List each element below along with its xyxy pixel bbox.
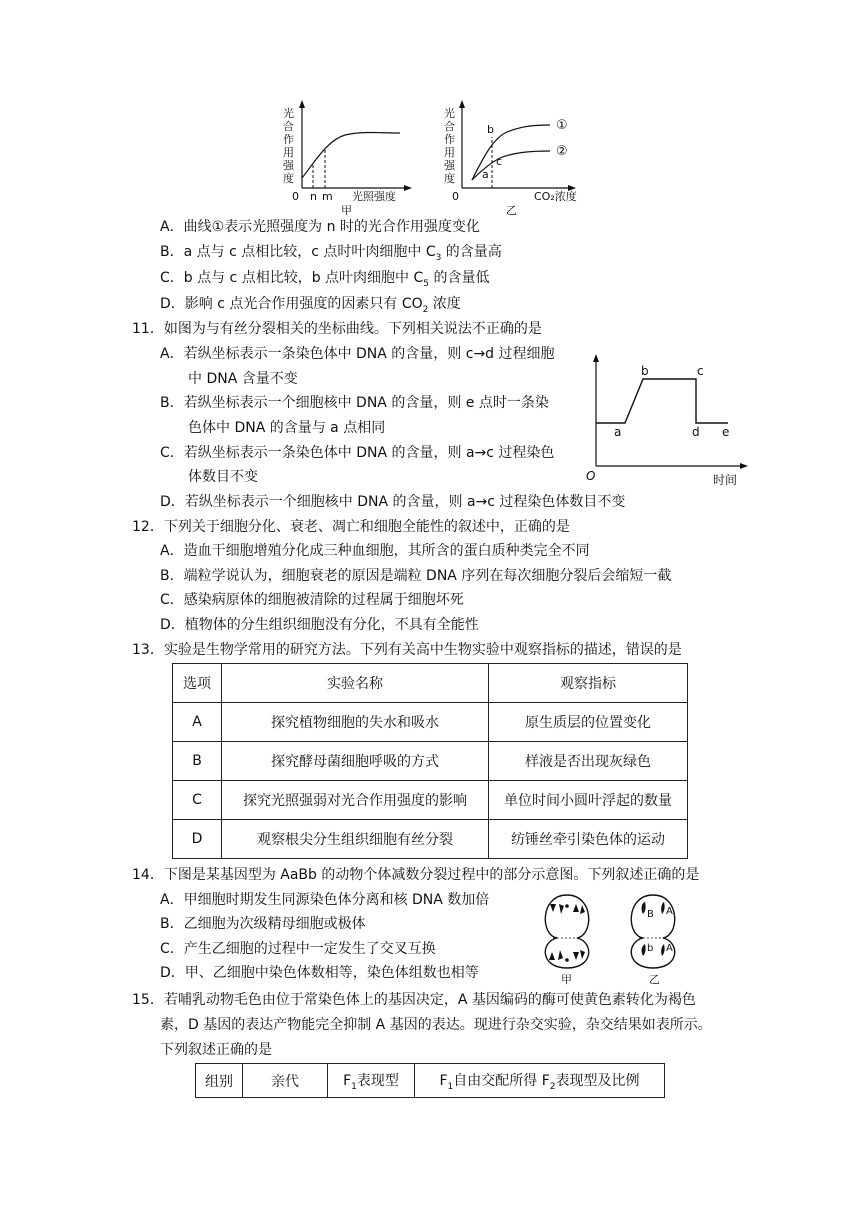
q10-b-text: B．a 点与 c 点相比较，c 点时叶肉细胞中 C [160,244,436,260]
q13-cell: 单位时间小圆叶浮起的数量 [489,781,688,820]
gene-A-bottom: A [666,943,673,954]
jia-ylabel-2: 合 [283,120,294,133]
q10-b-tail: 的含量高 [441,244,502,260]
q13-cell: 探究植物细胞的失水和吸水 [222,703,489,742]
gene-A-top: A [666,906,673,917]
q15-header-parent: 亲代 [243,1064,328,1098]
q15-header-f2 [415,1064,665,1098]
q12-option-a: A．造血干细胞增殖分化成三种血细胞，其所含的蛋白质种类完全不同 [160,543,590,559]
q13-cell: C [173,781,222,820]
yi-point-b: b [487,123,494,136]
q11-option-b-line1: B．若纵坐标表示一个细胞核中 DNA 的含量，则 e 点时一条染 [160,395,549,411]
q13-header-row [173,664,688,703]
cell-jia-label: 甲 [561,973,572,986]
yi-xlabel: CO₂浓度 [534,190,577,203]
q15-f2-prefix-label: F [439,1072,448,1089]
jia-ylabel-4: 用 [283,146,294,159]
q10-c-tail: 的含量低 [429,270,490,286]
q10-d-text: D．影响 c 点光合作用强度的因素只有 CO [160,296,423,312]
q13-cell: 观察根尖分生组织细胞有丝分裂 [222,820,489,859]
q14-option-c: C．产生乙细胞的过程中一定发生了交叉互换 [160,941,436,957]
q10-option-d [160,294,461,320]
table-row [173,703,688,742]
table-row [173,742,688,781]
jia-ylabel-5: 强 [283,159,294,172]
q15-f2-suffix: 表现型及比例 [555,1072,640,1089]
q10-c-text: C．b 点与 c 点相比较，b 点叶肉细胞中 C [160,270,424,286]
q15-f1-sub: 1 [351,1081,357,1092]
q13-cell: 纺锤丝牵引染色体的运动 [489,820,688,859]
graph-jia [283,100,412,215]
q13-cell: D [173,820,222,859]
q14-option-a: A．甲细胞时期发生同源染色体分离和核 DNA 数加倍 [160,892,490,908]
cell-yi [631,895,674,986]
gene-B: B [647,909,654,920]
q13-table [172,663,688,859]
cell-yi-label: 乙 [649,973,660,986]
yi-curve-1: ① [556,118,568,133]
q12-stem: 12．下列关于细胞分化、衰老、凋亡和细胞全能性的叙述中，正确的是 [132,519,570,535]
q11-stem: 11．如图为与有丝分裂相关的坐标曲线。下列相关说法不正确的是 [132,321,542,337]
yi-origin: 0 [452,190,459,203]
q11-xlabel: 时间 [713,473,738,487]
q11-option-b-line2: 色体中 DNA 的含量与 a 点相同 [188,420,386,436]
yi-ylabel-3: 作 [444,133,455,146]
q15-header-group: 组别 [196,1064,243,1098]
q13-stem: 13．实验是生物学常用的研究方法。下列有关高中生物实验中观察指标的描述，错误的是 [132,642,682,658]
yi-point-a: a [482,168,489,181]
table-row [173,820,688,859]
jia-caption: 甲 [341,204,352,215]
q11-option-c-line2: 体数目不变 [188,469,258,485]
q11-option-c-line1: C．若纵坐标表示一条染色体中 DNA 的含量，则 a→c 过程染色 [160,445,555,461]
yi-ylabel-6: 度 [444,172,455,185]
q10-d-tail: 浓度 [428,296,461,312]
q11-point-a: a [614,425,622,439]
q13-cell: 原生质层的位置变化 [489,703,688,742]
q11-option-a-line1: A．若纵坐标表示一条染色体中 DNA 的含量，则 c→d 过程细胞 [160,346,555,362]
yi-ylabel-2: 合 [444,120,455,133]
q11-option-a-line2: 中 DNA 含量不变 [188,371,298,387]
yi-ylabel-4: 用 [444,146,455,159]
q15-f2-prefix-sub: 1 [447,1081,454,1092]
q15-header-row [196,1064,665,1098]
q15-f2-mid: 自由交配所得 F [453,1072,550,1089]
q12-option-d: D．植物体的分生组织细胞没有分化，不具有全能性 [160,617,479,633]
jia-tick-n: n [310,190,317,203]
q11-option-d: D．若纵坐标表示一个细胞核中 DNA 的含量，则 a→c 过程染色体数目不变 [160,494,626,510]
q13-cell: 样液是否出现灰绿色 [489,742,688,781]
q12-option-b: B．端粒学说认为，细胞衰老的原因是端粒 DNA 序列在每次细胞分裂后会缩短一截 [160,568,672,584]
q12-option-c: C．感染病原体的细胞被清除的过程属于细胞坏死 [160,592,464,608]
gene-b: b [647,943,654,954]
q14-stem: 14．下图是某基因型为 AaBb 的动物个体减数分裂过程中的部分示意图。下列叙述正确的是 [132,867,700,883]
yi-caption: 乙 [506,204,517,215]
q10-figure [0,0,860,215]
q10-option-c [160,268,489,294]
q14-option-b: B．乙细胞为次级精母细胞或极体 [160,916,366,932]
q13-header-index: 观察指标 [489,664,688,703]
yi-point-c: c [496,155,503,168]
q11-point-c: c [697,364,704,378]
jia-origin: 0 [292,190,299,203]
q15-line1: 15．若哺乳动物毛色由位于常染色体上的基因决定，A 基因编码的酶可使黄色素转化为褐色 [132,992,696,1008]
q15-f1-suffix: 表现型 [356,1072,399,1089]
q15-header-f1 [328,1064,415,1098]
yi-curve-2: ② [556,144,568,159]
q13-cell: B [173,742,222,781]
q13-header-option: 选项 [173,664,222,703]
q15-f2-sub: 2 [549,1081,556,1092]
q14-option-d: D．甲、乙细胞中染色体数相等，染色体组数也相等 [160,965,479,981]
q11-point-e: e [722,425,730,439]
q10-c-sub: 5 [423,278,430,289]
q10-option-b [160,242,502,268]
graph-yi [444,100,577,215]
q13-cell: 探究酵母菌细胞呼吸的方式 [222,742,489,781]
q13-cell: 探究光照强弱对光合作用强度的影响 [222,781,489,820]
q11-point-d: d [692,425,700,439]
yi-ylabel-5: 强 [444,159,455,172]
q10-d-sub: 2 [422,304,429,315]
q11-point-b: b [641,364,649,378]
jia-tick-m: m [322,190,333,203]
q15-line3: 下列叙述正确的是 [160,1042,272,1058]
q15-table [195,1063,665,1098]
jia-ylabel-6: 度 [283,172,294,185]
table-row [173,781,688,820]
jia-xlabel: 光照强度 [352,190,396,203]
jia-ylabel-3: 作 [283,133,294,146]
cell-jia [545,895,588,986]
q15-line2: 素，D 基因的表达产物能完全抑制 A 基因的表达。现进行杂交实验，杂交结果如表所示。 [160,1017,712,1033]
q13-header-name: 实验名称 [222,664,489,703]
q13-cell: A [173,703,222,742]
q10-b-sub: 3 [435,252,442,263]
q11-origin: O [586,469,596,483]
jia-ylabel-1: 光 [283,107,294,120]
q10-option-a: A．曲线①表示光照强度为 n 时的光合作用强度变化 [160,219,480,235]
yi-ylabel-1: 光 [444,107,455,120]
q15-f1-label: F [343,1072,352,1089]
